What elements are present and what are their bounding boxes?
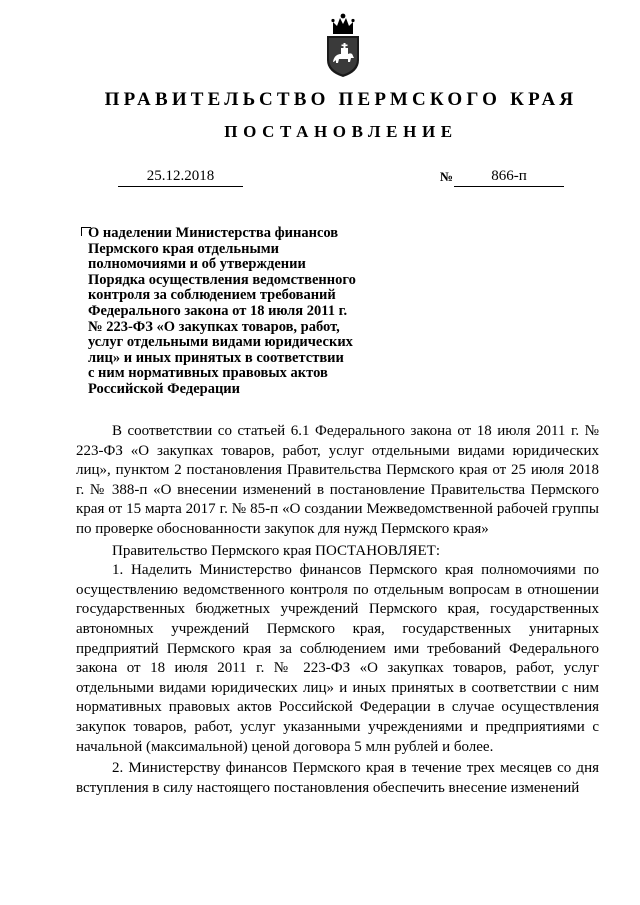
perm-krai-coat-of-arms-icon <box>324 12 362 78</box>
subject-line: контроля за соблюдением требований <box>88 287 336 304</box>
document-subject <box>88 226 388 398</box>
subject-line: Федерального закона от 18 июля 2011 г. <box>88 302 348 319</box>
subject-line: полномочиями и об утверждении <box>88 256 306 273</box>
subject-line: Пермского края отдельными <box>88 240 279 257</box>
item-2-paragraph: 2. Министерству финансов Пермского края в течение трех месяцев со дня вступления в силу настоящего постановления обеспечить внесение изменений <box>76 760 599 796</box>
resolves-paragraph: Правительство Пермского края ПОСТАНОВЛЯЕТ: <box>112 542 441 559</box>
subject-line: Российской Федерации <box>88 380 241 397</box>
subject-line: с ним нормативных правовых актов <box>88 365 328 382</box>
number-label: № <box>440 169 454 184</box>
intro-paragraph: В соответствии со статьей 6.1 Федерального закона от 18 июля 2011 г. № 223-ФЗ «О закупках товаров, работ, услуг отдельными видами юридических лиц», пунктом 2 постановления Правительства Пермского края от 25 июля 2018 г. № 388-п «О внесении изменений в постановление Правительства Пермского края от 15 марта 2017 г. № 85-п «О создании Межведомственной рабочей группы по проверке обоснованности закупок для нужд Пермского края» <box>76 423 599 537</box>
subject-line: № 223-ФЗ «О закупках товаров, работ, <box>88 318 340 335</box>
subject-line: лиц» и иных принятых в соответствии <box>88 349 344 366</box>
document-body <box>76 422 599 798</box>
subject-line: Порядка осуществления ведомственного <box>88 271 356 288</box>
government-title: ПРАВИТЕЛЬСТВО ПЕРМСКОГО КРАЯ <box>104 89 578 110</box>
subject-line: О наделении Министерства финансов <box>88 225 339 241</box>
subject-line: услуг отдельными видами юридических <box>88 334 353 351</box>
document-date: 25.12.2018 <box>118 166 243 187</box>
document-number: 866-п <box>454 166 564 187</box>
document-type: ПОСТАНОВЛЕНИЕ <box>224 122 458 141</box>
item-1-paragraph: 1. Наделить Министерство финансов Пермского края полномочиями по осуществлению ведомственного контроля по отдельным вопросам в отношении государственных бюджетных учреждений Пермского края, государственных автономных учреждений Пермского края, государственных унитарных предприятий Пермского края за соблюдением ими требований Федерального закона от 18 июля 2011 г. № 223-ФЗ «О закупках товаров, работ, услуг отдельными видами юридических лиц» и иных принятых в соответствии с ним нормативных правовых актов Российской Федерации в случае осуществления закупок товаров, работ, услуг указанными учреждениями и предприятиями с начальной (максимальной) ценой договора 5 млн рублей и более. <box>76 562 599 755</box>
